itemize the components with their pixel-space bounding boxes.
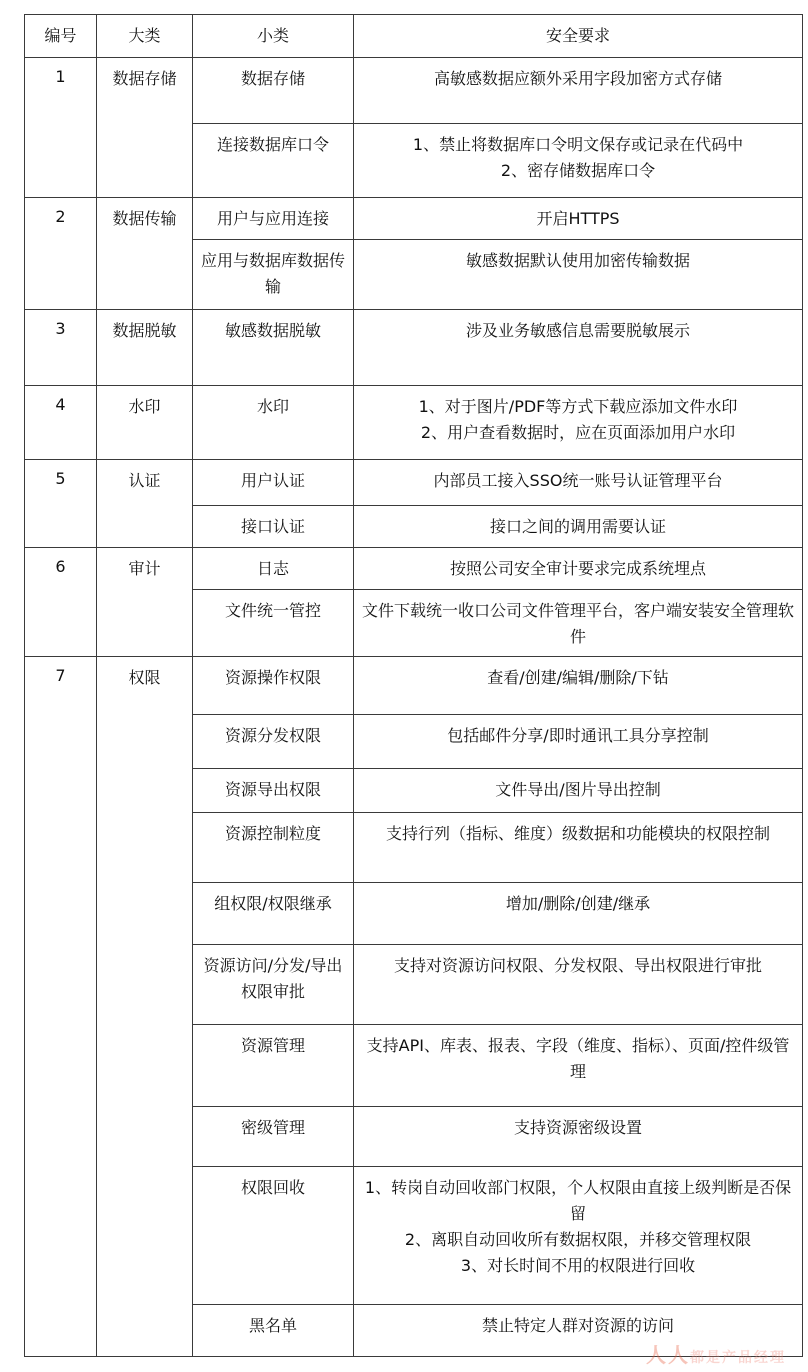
row-number: 2 [25, 198, 97, 310]
requirement-line: 增加/删除/创建/继承 [505, 894, 651, 913]
requirement-line: 1、对于图片/PDF等方式下载应添加文件水印 [418, 397, 738, 416]
requirement-cell [354, 813, 803, 883]
requirement-line: 开启HTTPS [536, 209, 620, 228]
subcategory-cell: 水印 [193, 386, 354, 460]
row-number: 5 [25, 460, 97, 548]
requirement-line: 1、转岗自动回收部门权限，个人权限由直接上级判断是否保留 [364, 1178, 792, 1223]
subcategory-cell: 资源访问/分发/导出权限审批 [193, 945, 354, 1025]
requirement-line: 查看/创建/编辑/删除/下钻 [487, 668, 669, 687]
table-row [25, 58, 803, 124]
requirement-line: 1、禁止将数据库口令明文保存或记录在代码中 [412, 135, 744, 154]
row-number: 7 [25, 657, 97, 1357]
subcategory-cell: 资源分发权限 [193, 715, 354, 769]
requirement-line: 支持资源密级设置 [513, 1118, 642, 1137]
requirement-line: 支持行列（指标、维度）级数据和功能模块的权限控制 [385, 824, 770, 843]
subcategory-cell: 资源导出权限 [193, 769, 354, 813]
subcategory-cell: 日志 [193, 548, 354, 590]
requirement-cell [354, 198, 803, 240]
requirement-line: 涉及业务敏感信息需要脱敏展示 [465, 321, 690, 340]
requirement-line: 内部员工接入SSO统一账号认证管理平台 [433, 471, 723, 490]
category-cell: 权限 [97, 657, 193, 1357]
watermark-part1: 人人 [646, 1343, 690, 1367]
requirement-line: 支持API、库表、报表、字段（维度、指标）、页面/控件级管理 [366, 1036, 790, 1081]
requirement-cell [354, 657, 803, 715]
requirement-cell [354, 58, 803, 124]
category-cell: 数据脱敏 [97, 310, 193, 386]
requirement-cell [354, 548, 803, 590]
requirement-cell [354, 883, 803, 945]
header-sub: 小类 [193, 15, 354, 58]
table-row [25, 548, 803, 590]
subcategory-cell: 密级管理 [193, 1107, 354, 1167]
subcategory-cell: 组权限/权限继承 [193, 883, 354, 945]
requirement-line: 2、用户查看数据时，应在页面添加用户水印 [420, 423, 736, 442]
requirement-line: 文件导出/图片导出控制 [495, 780, 661, 799]
subcategory-cell: 资源控制粒度 [193, 813, 354, 883]
watermark-part2: 都是产品经理 [690, 1350, 786, 1366]
category-cell: 审计 [97, 548, 193, 657]
subcategory-cell: 文件统一管控 [193, 590, 354, 657]
requirement-line: 3、对长时间不用的权限进行回收 [460, 1256, 696, 1275]
header-category: 大类 [97, 15, 193, 58]
requirement-line: 禁止特定人群对资源的访问 [481, 1316, 674, 1335]
requirement-cell [354, 124, 803, 198]
subcategory-cell: 资源管理 [193, 1025, 354, 1107]
subcategory-cell: 连接数据库口令 [193, 124, 354, 198]
category-cell: 数据存储 [97, 58, 193, 198]
subcategory-cell: 用户与应用连接 [193, 198, 354, 240]
requirement-cell [354, 945, 803, 1025]
requirement-cell [354, 590, 803, 657]
subcategory-cell: 敏感数据脱敏 [193, 310, 354, 386]
requirement-line: 2、密存储数据库口令 [500, 161, 656, 180]
security-requirements-table [24, 14, 803, 1357]
requirement-line: 接口之间的调用需要认证 [489, 517, 666, 536]
requirement-cell [354, 460, 803, 506]
requirement-cell [354, 1107, 803, 1167]
subcategory-cell: 黑名单 [193, 1305, 354, 1357]
category-cell: 认证 [97, 460, 193, 548]
subcategory-cell: 资源操作权限 [193, 657, 354, 715]
row-number: 3 [25, 310, 97, 386]
table-body [25, 58, 803, 1357]
row-number: 1 [25, 58, 97, 198]
table-row [25, 310, 803, 386]
requirement-cell [354, 1025, 803, 1107]
header-num: 编号 [25, 15, 97, 58]
table-row [25, 657, 803, 715]
subcategory-cell: 应用与数据库数据传输 [193, 240, 354, 310]
requirement-cell [354, 715, 803, 769]
requirement-cell [354, 240, 803, 310]
requirement-cell [354, 310, 803, 386]
requirement-cell [354, 386, 803, 460]
requirement-line: 支持对资源访问权限、分发权限、导出权限进行审批 [393, 956, 762, 975]
subcategory-cell: 数据存储 [193, 58, 354, 124]
requirement-line: 2、离职自动回收所有数据权限，并移交管理权限 [404, 1230, 752, 1249]
requirement-line: 敏感数据默认使用加密传输数据 [465, 251, 690, 270]
requirement-line: 文件下载统一收口公司文件管理平台，客户端安装安全管理软件 [361, 601, 794, 646]
requirement-cell [354, 1167, 803, 1305]
category-cell: 水印 [97, 386, 193, 460]
table-row [25, 198, 803, 240]
row-number: 6 [25, 548, 97, 657]
header-req: 安全要求 [354, 15, 803, 58]
table-row [25, 460, 803, 506]
requirement-line: 包括邮件分享/即时通讯工具分享控制 [447, 726, 709, 745]
requirement-line: 高敏感数据应额外采用字段加密方式存储 [433, 69, 722, 88]
watermark-logo [646, 1335, 786, 1370]
requirement-line: 按照公司安全审计要求完成系统埋点 [449, 559, 706, 578]
subcategory-cell: 权限回收 [193, 1167, 354, 1305]
category-cell: 数据传输 [97, 198, 193, 310]
header-row [25, 15, 803, 58]
subcategory-cell: 接口认证 [193, 506, 354, 548]
requirement-cell [354, 769, 803, 813]
subcategory-cell: 用户认证 [193, 460, 354, 506]
requirement-cell [354, 506, 803, 548]
table-row [25, 386, 803, 460]
row-number: 4 [25, 386, 97, 460]
